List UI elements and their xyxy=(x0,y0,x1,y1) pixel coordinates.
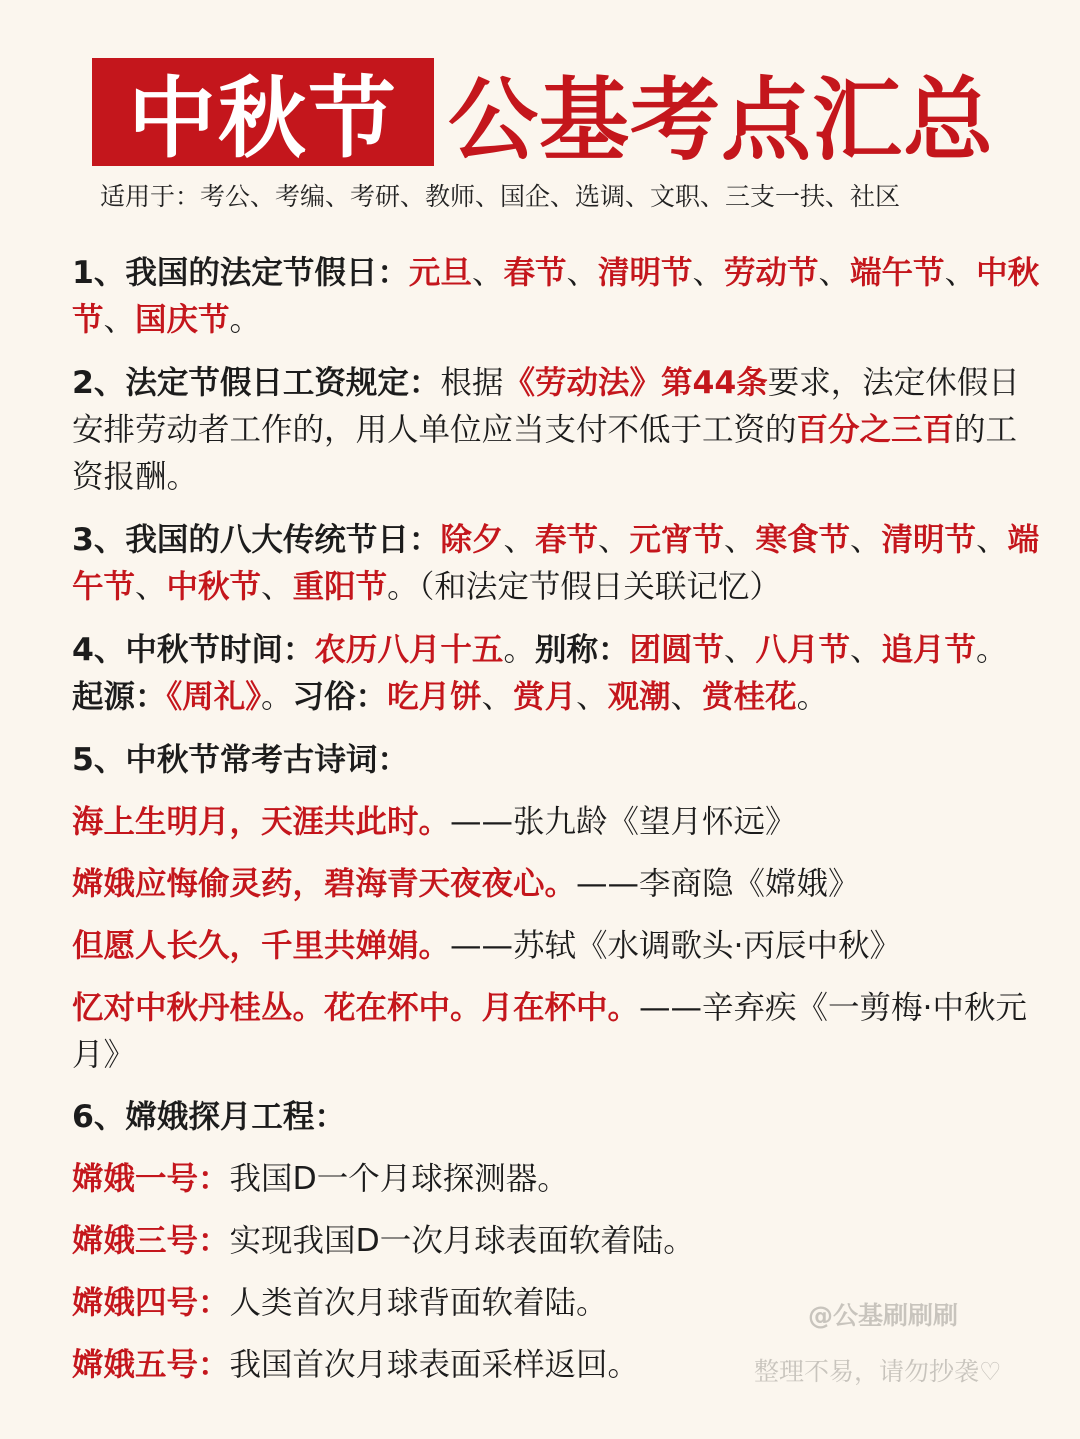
probe-name: 嫦娥一号： xyxy=(72,1161,230,1197)
separator: 、 xyxy=(103,302,136,338)
separator: 、 xyxy=(850,522,882,558)
alias: 八月节 xyxy=(755,632,851,668)
page-title: 公基考点汇总 xyxy=(448,68,994,173)
poem-line xyxy=(72,799,1042,846)
note: 。（和法定节假日关联记忆） xyxy=(387,569,781,605)
title-row xyxy=(92,58,994,173)
separator: 、 xyxy=(135,569,167,605)
festival: 端午节 xyxy=(72,522,1040,605)
probe-name: 嫦娥四号： xyxy=(72,1285,230,1321)
period: 。 xyxy=(229,302,262,338)
separator: 、 xyxy=(261,569,293,605)
law-reference: 《劳动法》第44条 xyxy=(503,365,768,401)
holiday: 国庆节 xyxy=(135,302,230,338)
poem-verse: 海上生明月，天涯共此时。 xyxy=(72,804,451,840)
separator: 、 xyxy=(471,255,504,291)
custom-label: 习俗： xyxy=(292,679,388,715)
watermark-note: 整理不易，请勿抄袭♡ xyxy=(754,1357,1002,1386)
custom: 赏桂花 xyxy=(702,679,797,715)
section-1-holidays xyxy=(72,250,1042,344)
festival: 寒食节 xyxy=(755,522,851,558)
festival: 重阳节 xyxy=(292,569,388,605)
alias: 团圆节 xyxy=(629,632,724,668)
separator: 、 xyxy=(481,679,514,715)
probe-description: 实现我国D一次月球表面软着陆。 xyxy=(229,1223,695,1259)
section-2-wage xyxy=(72,360,1042,501)
separator: 、 xyxy=(692,255,725,291)
section-label: 5、中秋节常考古诗词： xyxy=(72,742,409,778)
festival: 中秋节 xyxy=(166,569,262,605)
section-label: 6、嫦娥探月工程： xyxy=(72,1099,346,1135)
section-5-label xyxy=(72,737,1042,784)
probe-name: 嫦娥五号： xyxy=(72,1347,230,1383)
poem-source: ——李商隐《嫦娥》 xyxy=(576,866,860,902)
holiday: 劳动节 xyxy=(724,255,819,291)
custom: 观潮 xyxy=(607,679,671,715)
origin: 《周礼》 xyxy=(166,679,262,715)
separator: 、 xyxy=(670,679,703,715)
probe-name: 嫦娥三号： xyxy=(72,1223,230,1259)
separator: 、 xyxy=(503,522,535,558)
poem-source: ——张九龄《望月怀远》 xyxy=(450,804,797,840)
section-6-label xyxy=(72,1094,1042,1141)
probe-description: 人类首次月球背面软着陆。 xyxy=(229,1285,608,1321)
holiday: 春节 xyxy=(503,255,567,291)
holiday: 清明节 xyxy=(597,255,693,291)
section-label: 3、我国的八大传统节日： xyxy=(72,522,441,558)
lunar-probe-item xyxy=(72,1156,1042,1203)
festival: 春节 xyxy=(534,522,598,558)
probe-description: 我国首次月球表面采样返回。 xyxy=(229,1347,640,1383)
content xyxy=(72,250,1042,1404)
text: 根据 xyxy=(440,365,504,401)
period: 。 xyxy=(261,679,293,715)
section-label: 1、我国的法定节假日： xyxy=(72,255,409,291)
separator: 、 xyxy=(850,632,882,668)
text: 要求，法定休假日安排劳动者工作的，用人单位应当支付不低于工资的 xyxy=(72,365,1020,448)
poem-line xyxy=(72,985,1042,1079)
alias-label: 别称： xyxy=(534,632,630,668)
subtitle: 适用于：考公、考编、考研、教师、国企、选调、文职、三支一扶、社区 xyxy=(100,182,901,211)
festival-date: 农历八月十五 xyxy=(314,632,504,668)
holiday: 端午节 xyxy=(850,255,945,291)
festival: 元宵节 xyxy=(629,522,724,558)
separator: 、 xyxy=(576,679,608,715)
probe-description: 我国D一个月球探测器。 xyxy=(229,1161,569,1197)
percentage: 百分之三百 xyxy=(796,412,955,448)
festival: 除夕 xyxy=(440,522,504,558)
separator: 、 xyxy=(597,522,630,558)
custom: 吃月饼 xyxy=(387,679,482,715)
poem-verse: 忆对中秋丹桂丛。花在杯中。月在杯中。 xyxy=(72,990,640,1026)
separator: 、 xyxy=(724,522,756,558)
poem-line xyxy=(72,861,1042,908)
section-3-traditional-festivals xyxy=(72,517,1042,611)
section-label: 4、中秋节时间： xyxy=(72,632,315,668)
custom: 赏月 xyxy=(513,679,577,715)
separator: 、 xyxy=(723,632,756,668)
poem-line xyxy=(72,923,1042,970)
poem-verse: 嫦娥应悔偷灵药，碧海青天夜夜心。 xyxy=(72,866,577,902)
separator: 、 xyxy=(976,522,1008,558)
section-4-mid-autumn-facts xyxy=(72,627,1042,721)
lunar-probe-item xyxy=(72,1218,1042,1265)
festival: 清明节 xyxy=(881,522,977,558)
origin-label: 起源： xyxy=(72,679,167,715)
period: 。 xyxy=(503,632,535,668)
poem-source: ——辛弃疾《一剪梅·中秋元月》 xyxy=(72,990,1028,1073)
separator: 、 xyxy=(944,255,977,291)
title-highlight-box: 中秋节 xyxy=(92,58,434,166)
alias: 追月节 xyxy=(881,632,977,668)
period: 。 xyxy=(976,632,1008,668)
text: 的工资报酬。 xyxy=(72,412,1018,495)
period: 。 xyxy=(796,679,829,715)
poem-source: ——苏轼《水调歌头·丙辰中秋》 xyxy=(450,928,902,964)
separator: 、 xyxy=(566,255,598,291)
section-label: 2、法定节假日工资规定： xyxy=(72,365,441,401)
poem-verse: 但愿人长久，千里共婵娟。 xyxy=(72,928,451,964)
holiday: 中秋节 xyxy=(72,255,1040,338)
watermark-account: @公基刷刷刷 xyxy=(808,1301,959,1330)
separator: 、 xyxy=(818,255,851,291)
holiday: 元旦 xyxy=(408,255,472,291)
